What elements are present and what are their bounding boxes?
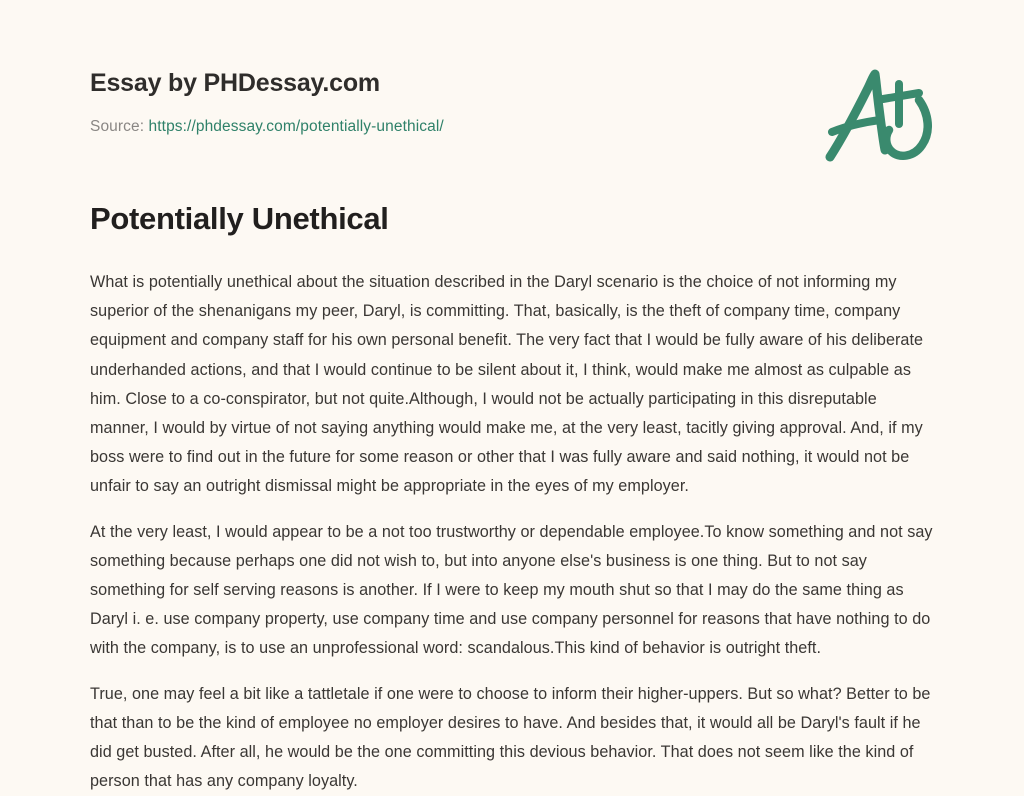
- page-header: [90, 0, 934, 137]
- page-title: Potentially Unethical: [90, 201, 389, 237]
- source-line: [90, 117, 934, 137]
- essay-body: [90, 268, 934, 796]
- body-paragraph: At the very least, I would appear to be a not too trustworthy or dependable employee.To know something and not say something because perhaps one did not wish to, but into anyone else's business is one thing. But to not say something for self serving reasons is another. If I were to keep my mouth shut so that I may do the same thing as Daryl i. e. use company property, use company time and use company personnel for reasons that have nothing to do with the company, is to use an unprofessional word: scandalous.This kind of behavior is outright theft.: [90, 522, 933, 658]
- source-label: Source:: [90, 118, 145, 135]
- body-paragraph: What is potentially unethical about the situation described in the Daryl scenario is the choice of not informing my superior of the shenanigans my peer, Daryl, is committing. That, basically, is the theft of company time, company equipment and company staff for his own personal benefit. The very fact that I would be fully aware of his deliberate underhanded actions, and that I would continue to be silent about it, I think, would make me almost as culpable as him. Close to a co-conspirator, but not quite.Although, I would not be actually participating in this disreputable manner, I would by virtue of not saying anything would make me, at the very least, tacitly giving approval. And, if my boss were to find out in the future for some reason or other that I was fully aware and said nothing, it would not be unfair to say an outright dismissal might be appropriate in the eyes of my employer.: [90, 272, 924, 496]
- brand-byline: Essay by PHDessay.com: [90, 69, 380, 97]
- body-paragraph: True, one may feel a bit like a tattletale if one were to choose to inform their higher-uppers. But so what? Better to be that than to be the kind of employee no employer desires to have. And besides that, it would all be Daryl's fault if he did get busted. After all, he would be the one committing this devious behavior. That does not seem like the kind of person that has any company loyalty.: [90, 684, 931, 791]
- source-url-link[interactable]: https://phdessay.com/potentially-unethical/: [148, 118, 444, 135]
